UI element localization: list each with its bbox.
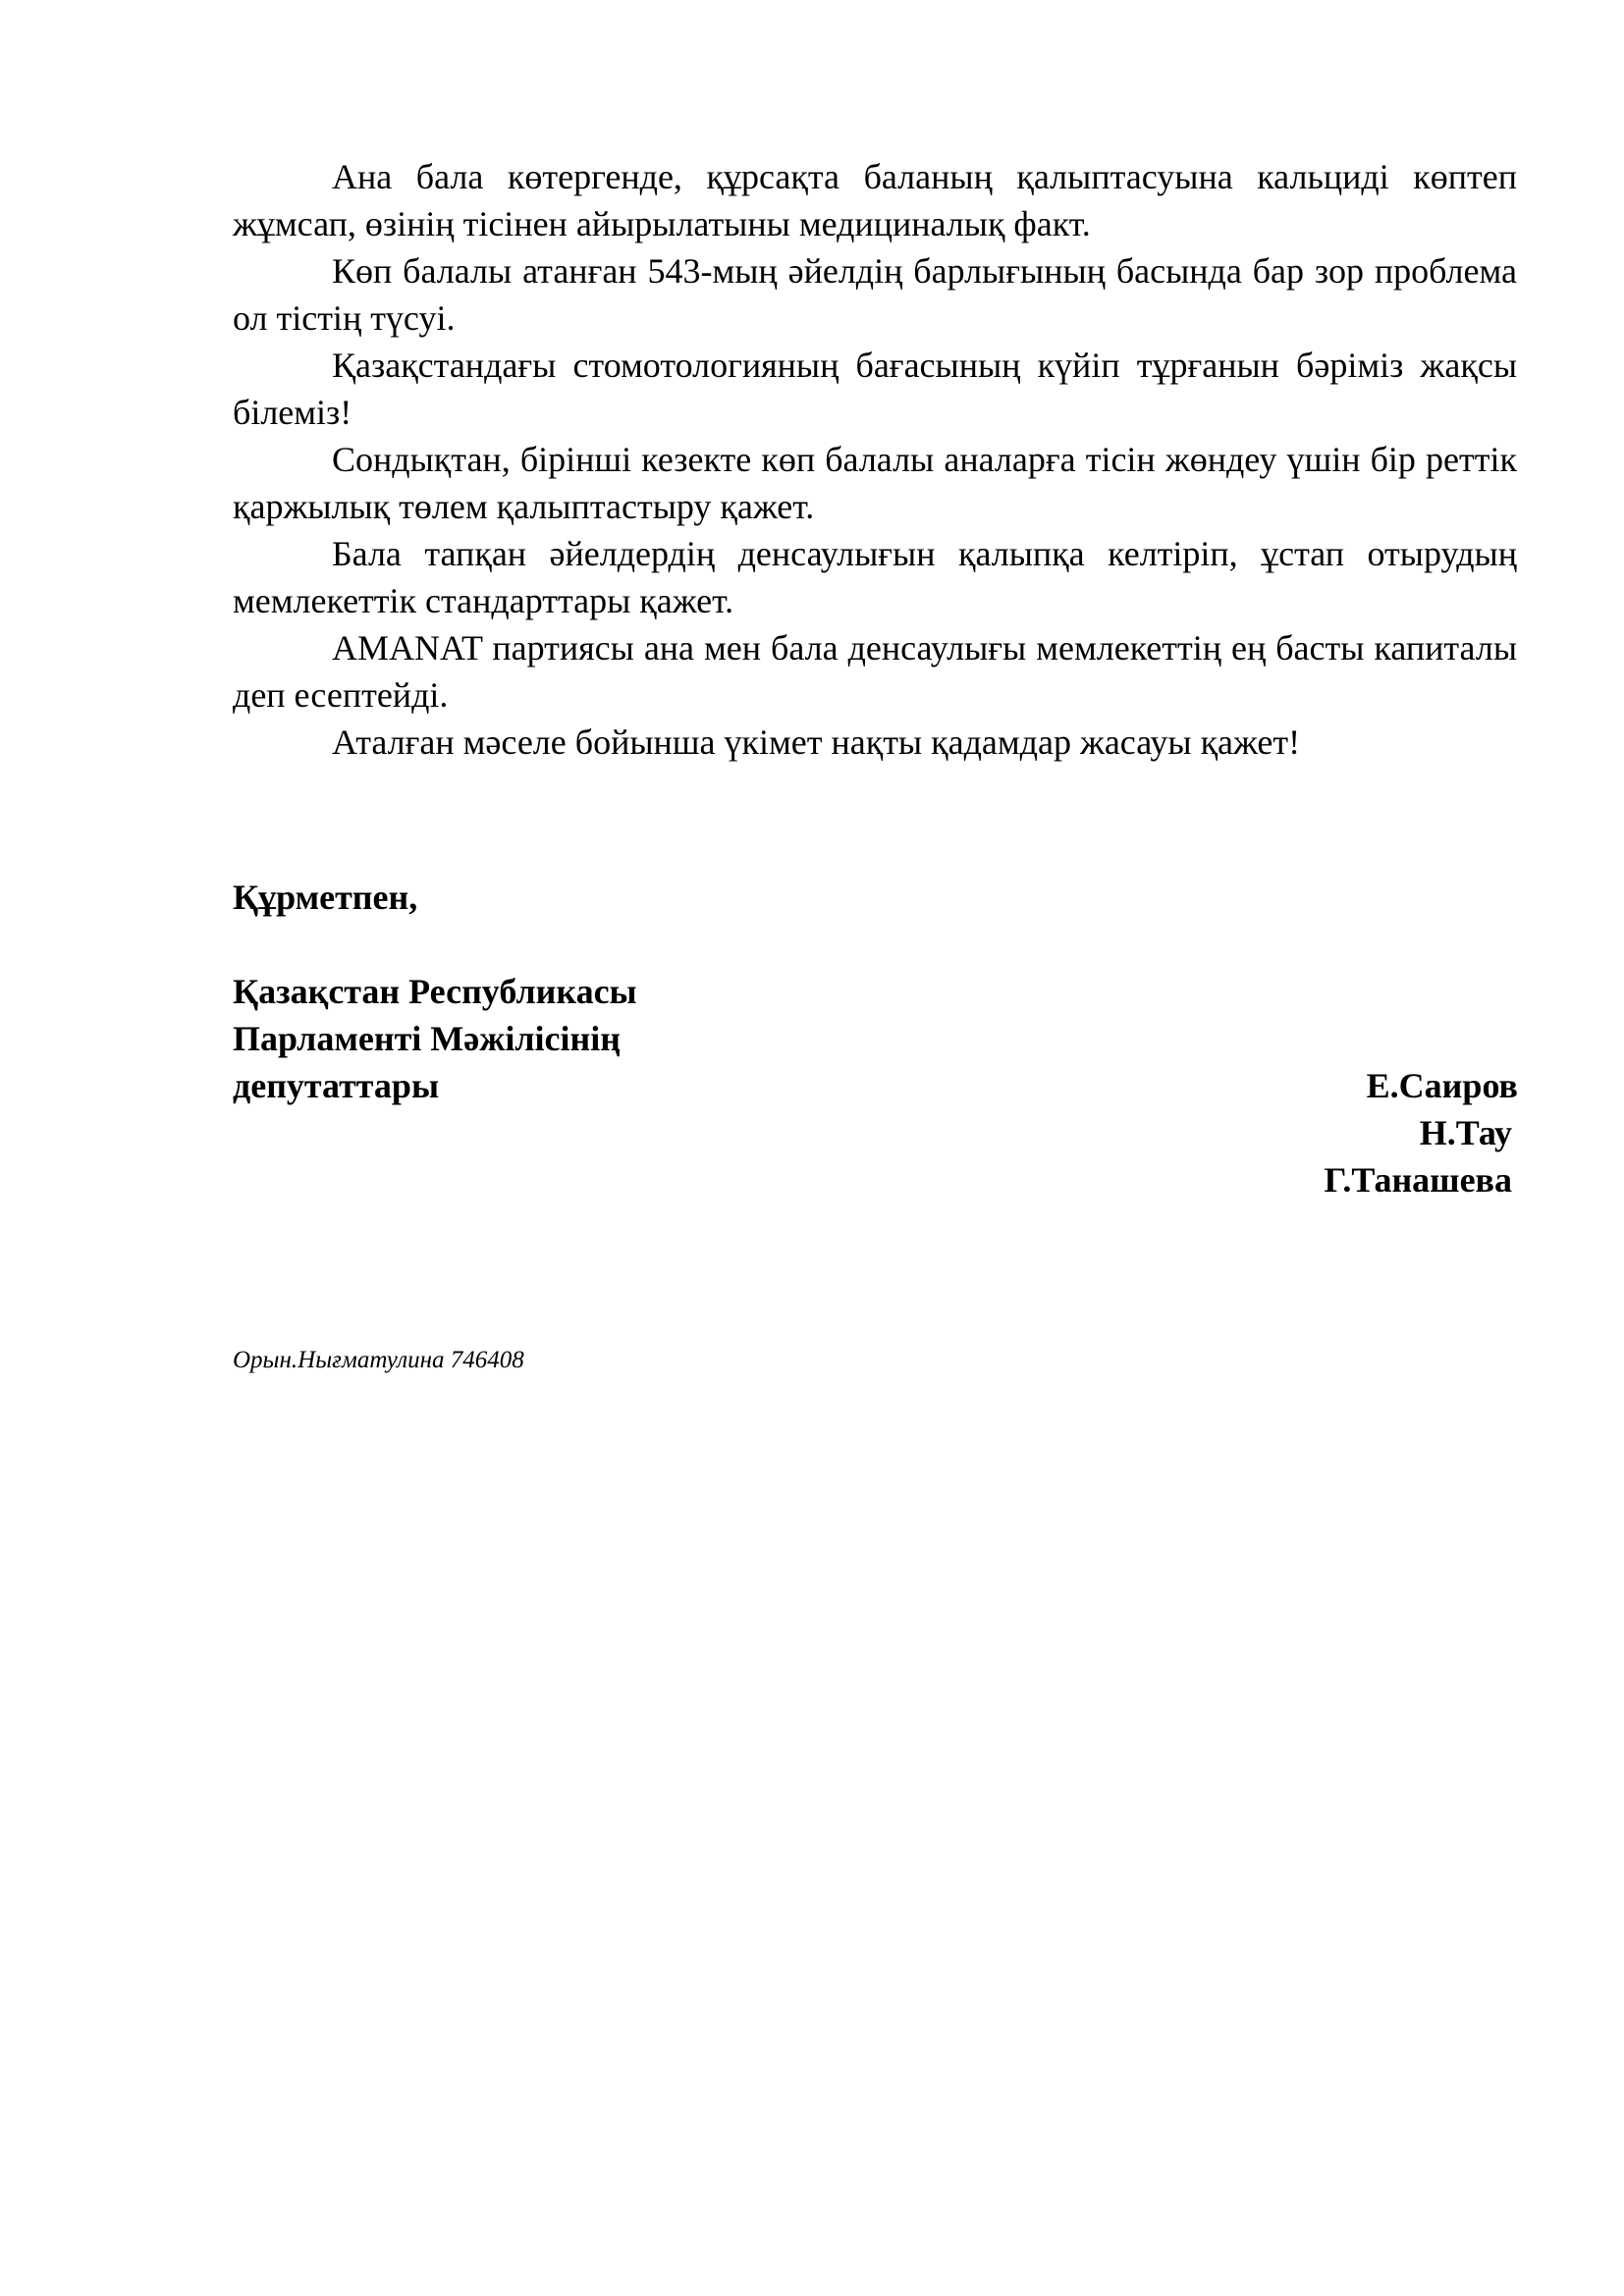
organization-line-1: Қазақстан Республикасы [233,972,637,1011]
paragraph-3: Қазақстандағы стомотологияның бағасының күйіп тұрғанын бәріміз жақсы білеміз! [233,346,1517,432]
signer-name: Н.Тау [1419,1113,1512,1152]
paragraph-6: AMANAT партиясы ана мен бала денсаулығы мемлекеттің ең басты капиталы деп есептейді. [233,628,1517,715]
paragraph-4: Сондықтан, бірінші кезекте көп балалы аналарға тісін жөндеу үшін бір реттік қаржылық төлем қалыптастыру қажет. [233,440,1517,526]
paragraph-2: Көп балалы атанған 543-мың әйелдің барлығының басында бар зор проблема ол тістің түсуі. [233,251,1517,338]
executor-note: Орын.Нығматулина 746408 [233,1347,524,1373]
organization-block [233,968,637,1109]
closing-salutation: Құрметпен, [233,878,418,917]
signer-name: Г.Танашева [1324,1160,1512,1200]
signer-name: Е.Саиров [1366,1066,1518,1105]
paragraph-5: Бала тапқан әйелдердің денсаулығын қалыпқа келтіріп, ұстап отырудың мемлекеттік стандарттары қажет. [233,534,1517,620]
signers-block [1324,1062,1518,1203]
paragraph-7: Аталған мәселе бойынша үкімет нақты қадамдар жасауы қажет! [332,722,1301,762]
letter-body [233,153,1517,766]
paragraph-1: Ана бала көтергенде, құрсақта баланың қалыптасуына кальциді көптеп жұмсап, өзінің тісінен айырылатыны медициналық факт. [233,157,1517,243]
organization-line-3: депутаттары [233,1066,440,1105]
organization-line-2: Парламенті Мәжілісінің [233,1019,621,1058]
